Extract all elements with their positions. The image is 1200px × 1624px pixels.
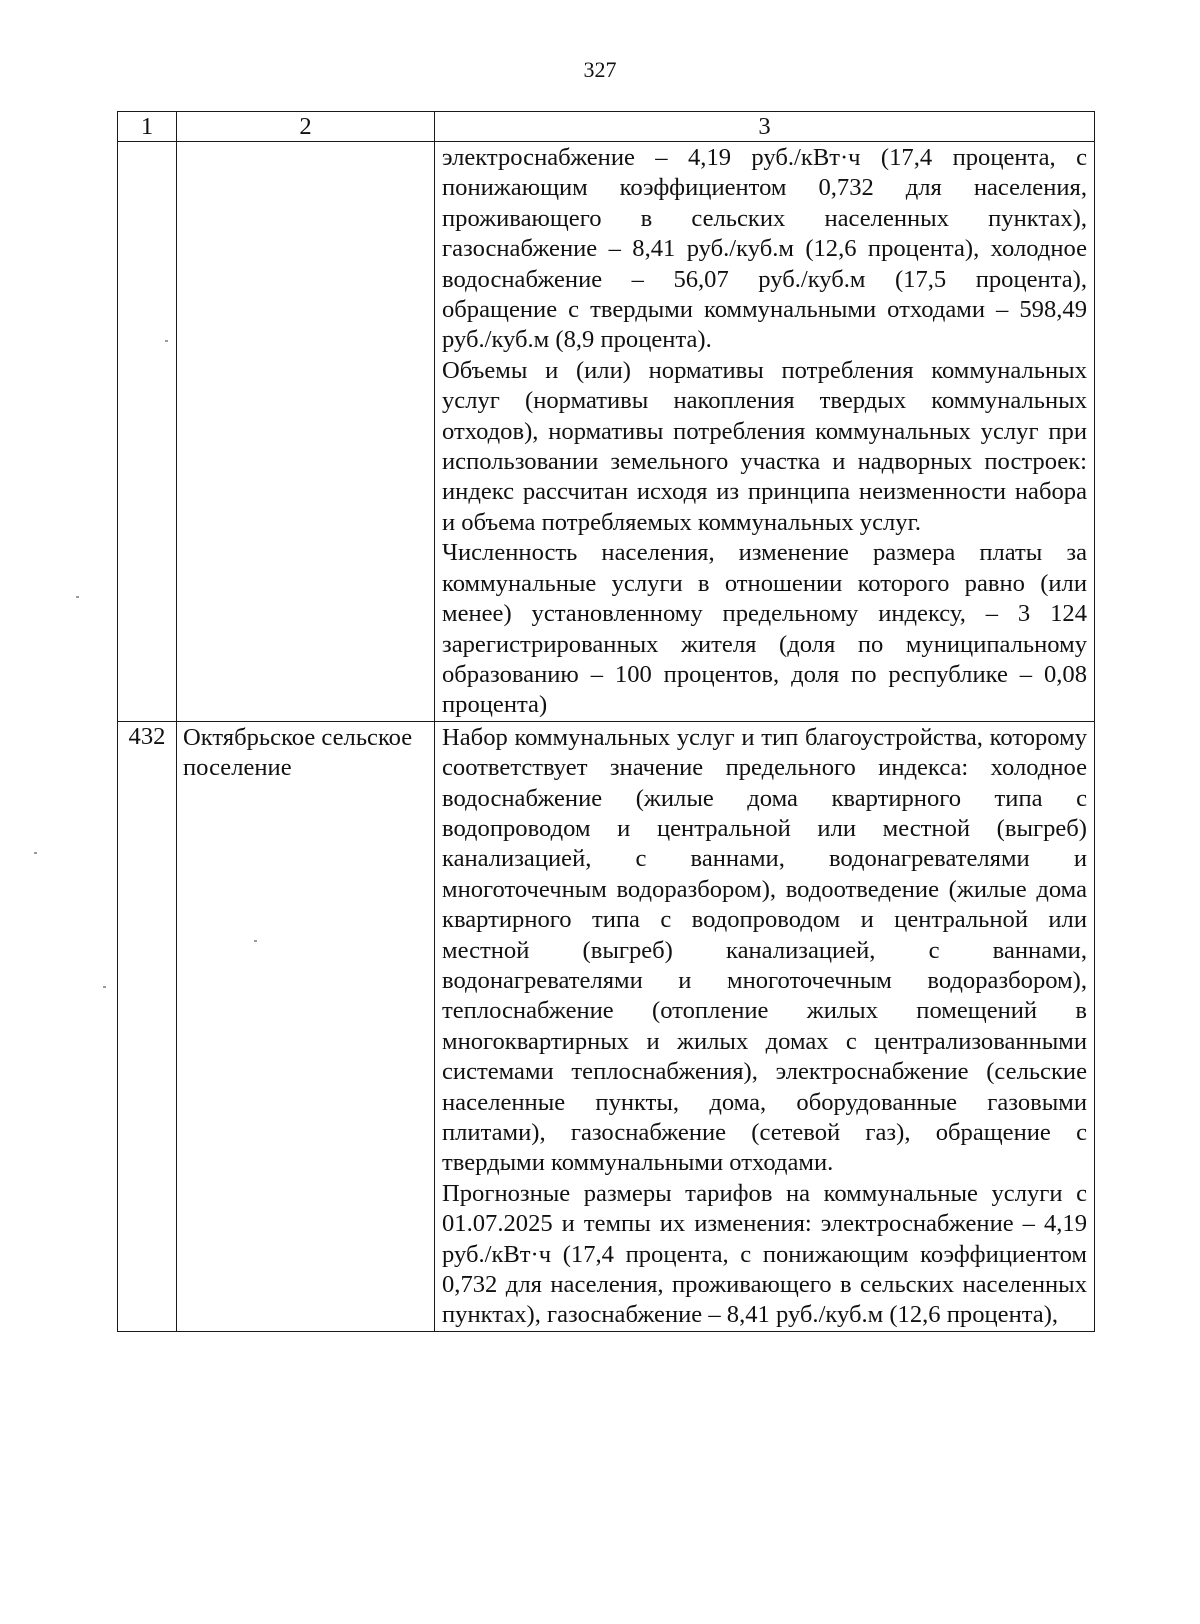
content-paragraph: Объемы и (или) нормативы потребления коммунальных услуг (нормативы накопления твердых коммунальных отходов), нормативы потребления коммунальных услуг при использовании земельного участка и надворных построек: индекс рассчитан исходя из принципа неизменности набора и объема потребляемых коммунальных услуг. bbox=[442, 356, 1087, 536]
header-col-1: 1 bbox=[118, 112, 177, 142]
page-number: 327 bbox=[583, 57, 617, 82]
content-paragraph: Численность населения, изменение размера платы за коммунальные услуги в отношении которого равно (или менее) установленному предельному индексу, – 3 124 зарегистрированных жителя (доля по муниципальному образованию – 100 процентов, доля по республике – 0,08 процента) bbox=[442, 539, 1087, 719]
settlement-name: Октябрьское сельское поселение bbox=[177, 721, 435, 1331]
row-number bbox=[118, 142, 177, 722]
settlement-name bbox=[177, 142, 435, 722]
content-paragraph: Набор коммунальных услуг и тип благоустройства, которому соответствует значение предельного индекса: холодное водоснабжение (жилые дома квартирного типа с водопроводом и центральной или местной (выгреб) канализацией, с ваннами, водонагревателями и многоточечным водоразбором), водоотведение (жилые дома квартирного типа с водопроводом и центральной или местной (выгреб) канализацией, с ваннами, водонагревателями и многоточечным водоразбором), теплоснабжение (отопление жилых помещений в многоквартирных и жилых домах с централизованными системами теплоснабжения), электроснабжение (сельские населенные пункты, дома, оборудованные газовыми плитами), газоснабжение (сетевой газ), обращение с твердыми коммунальными отходами. bbox=[442, 723, 1087, 1177]
content-paragraph: Прогнозные размеры тарифов на коммунальные услуги с 01.07.2025 и темпы их изменения: электроснабжение – 4,19 руб./кВт·ч (17,4 процента, с понижающим коэффициентом 0,732 для населения, проживающего в сельских населенных пунктах), газоснабжение – 8,41 руб./куб.м (12,6 процента), bbox=[442, 1179, 1087, 1329]
row-number: 432 bbox=[118, 721, 177, 1331]
header-col-3: 3 bbox=[435, 112, 1095, 142]
header-col-2: 2 bbox=[177, 112, 435, 142]
scan-speck bbox=[103, 986, 106, 988]
table-header-row bbox=[118, 112, 1095, 142]
scan-speck bbox=[34, 852, 37, 854]
table-row bbox=[118, 142, 1095, 722]
scan-speck bbox=[76, 596, 79, 598]
content-paragraph: электроснабжение – 4,19 руб./кВт·ч (17,4 процента, с понижающим коэффициентом 0,732 для населения, проживающего в сельских населенных пунктах), газоснабжение – 8,41 руб./куб.м (12,6 процента), холодное водоснабжение – 56,07 руб./куб.м (17,5 процента), обращение с твердыми коммунальными отходами – 598,49 руб./куб.м (8,9 процента). bbox=[442, 144, 1087, 354]
scan-speck bbox=[165, 340, 168, 342]
tariff-table bbox=[117, 111, 1095, 1332]
table-row bbox=[118, 721, 1095, 1331]
row-content bbox=[435, 142, 1095, 722]
scan-speck bbox=[254, 940, 257, 942]
row-content bbox=[435, 721, 1095, 1331]
